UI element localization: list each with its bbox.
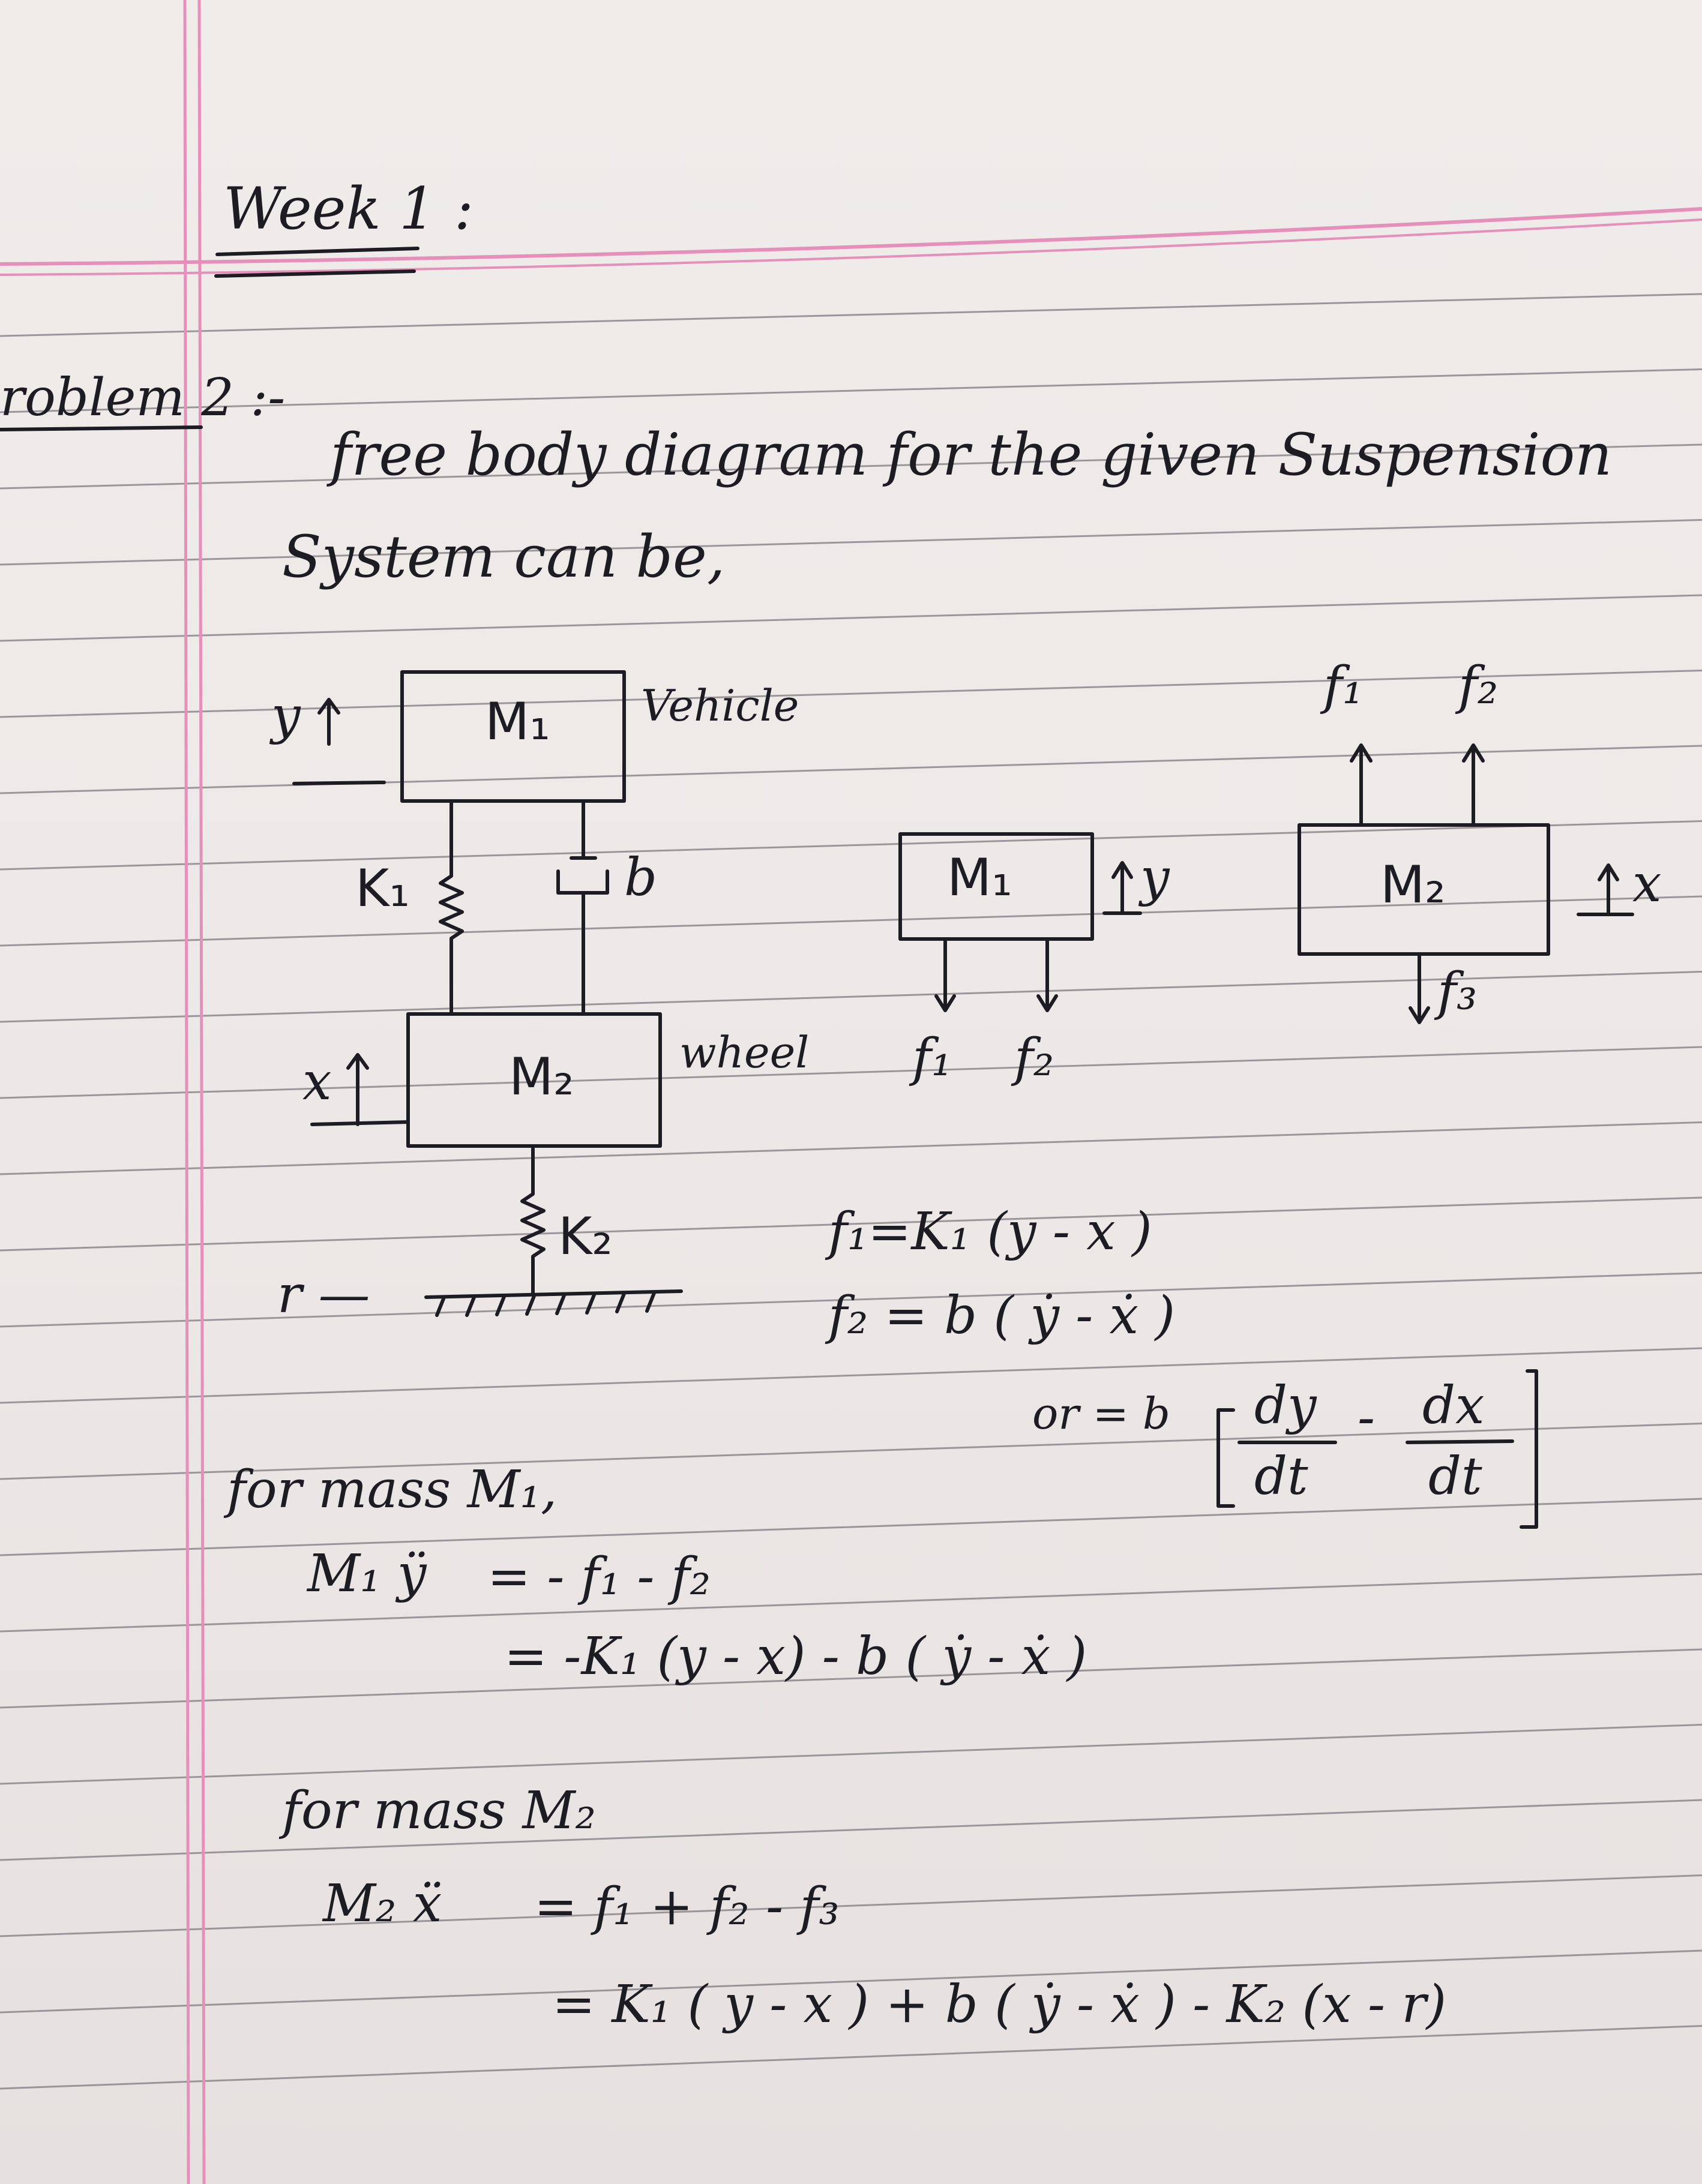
fbd-m2-f3-label: f₃ [1437,962,1478,1022]
fbd-m2-f2-label: f₂ [1458,656,1499,716]
vehicle-label: Vehicle [641,680,799,731]
ruled-line [0,595,1702,641]
f1-relation: f₁=K₁ (y - x ) [828,1202,1152,1262]
dx-text: dx [1422,1376,1485,1436]
ruled-line [0,1725,1702,1784]
spring1-label: K₁ [355,859,410,919]
fbd-m1-f2-label: f₂ [1014,1028,1054,1088]
ruled-line [0,1123,1702,1175]
damper [558,801,607,1014]
spring2-label: K₂ [558,1207,613,1267]
ruled-line [0,821,1702,870]
mass1-eq-line2: = -K₁ (y - x) - b ( ẏ - ẋ ) [504,1627,1087,1687]
fbd-mass1-label: M₁ [947,848,1012,908]
ruled-lines [0,294,1702,2089]
ruled-line [0,671,1702,718]
fbd-m1-y-label: y [1140,848,1170,908]
ruled-line [0,520,1702,565]
intro-line2: System can be, [282,523,726,590]
mass2-eq-line1: = f₁ + f₂ - f₃ [534,1877,840,1937]
frac-bar-dx [1407,1441,1512,1442]
ruled-line [0,896,1702,946]
title-underline [217,248,418,254]
fbd-m1-f1-label: f₁ [912,1028,952,1088]
ruled-line [0,1876,1702,1937]
fbd-m2-f1-label: f₁ [1323,656,1364,716]
ground-line [426,1291,681,1297]
mass2-eq-line2: = K₁ ( y - x ) + b ( ẏ - ẋ ) - K₂ (x - r) [552,1975,1447,2035]
f2-relation: f₂ = b ( ẏ - ẋ ) [828,1286,1176,1346]
mass1-label: M₁ [485,692,550,752]
ruled-line [0,2026,1702,2089]
mass1-eq-line1: = - f₁ - f₂ [487,1547,711,1607]
ruled-line [0,1047,1702,1098]
minus-text: - [1358,1388,1376,1448]
mass2-label: M₂ [509,1047,574,1107]
dy-text: dy [1254,1376,1317,1436]
ruled-line [0,746,1702,793]
problem-label: roblem 2 :- [0,368,286,428]
mass1-eq-lhs: M₁ ÿ [307,1544,427,1604]
dt-text-1: dt [1254,1447,1308,1507]
mass2-eq-heading: for mass M₂ [282,1781,597,1841]
fbd-mass2-label: M₂ [1380,855,1446,915]
intro-line1: free body diagram for the given Suspension [330,421,1613,488]
ruled-line [0,294,1702,336]
disp-x-label: x [302,1052,332,1112]
bracket-left [1218,1410,1233,1506]
wheel-label: wheel [679,1027,810,1078]
fbd-m2-x-label: x [1632,854,1662,914]
mass1-eq-heading: for mass M₁, [227,1460,558,1520]
page-title: Week 1 : [223,175,474,242]
spring2 [522,1146,544,1295]
f2-alt-prefix: or = b [1032,1388,1170,1439]
ruled-line [0,1800,1702,1860]
dt-text-2: dt [1428,1447,1482,1507]
ruled-line [0,1574,1702,1632]
mass2-eq-lhs: M₂ ẍ [323,1874,442,1934]
disp-y-label: y [271,686,301,746]
spring1 [441,801,462,1014]
disp-r-label: r — [277,1265,370,1325]
damper-label: b [624,848,658,908]
